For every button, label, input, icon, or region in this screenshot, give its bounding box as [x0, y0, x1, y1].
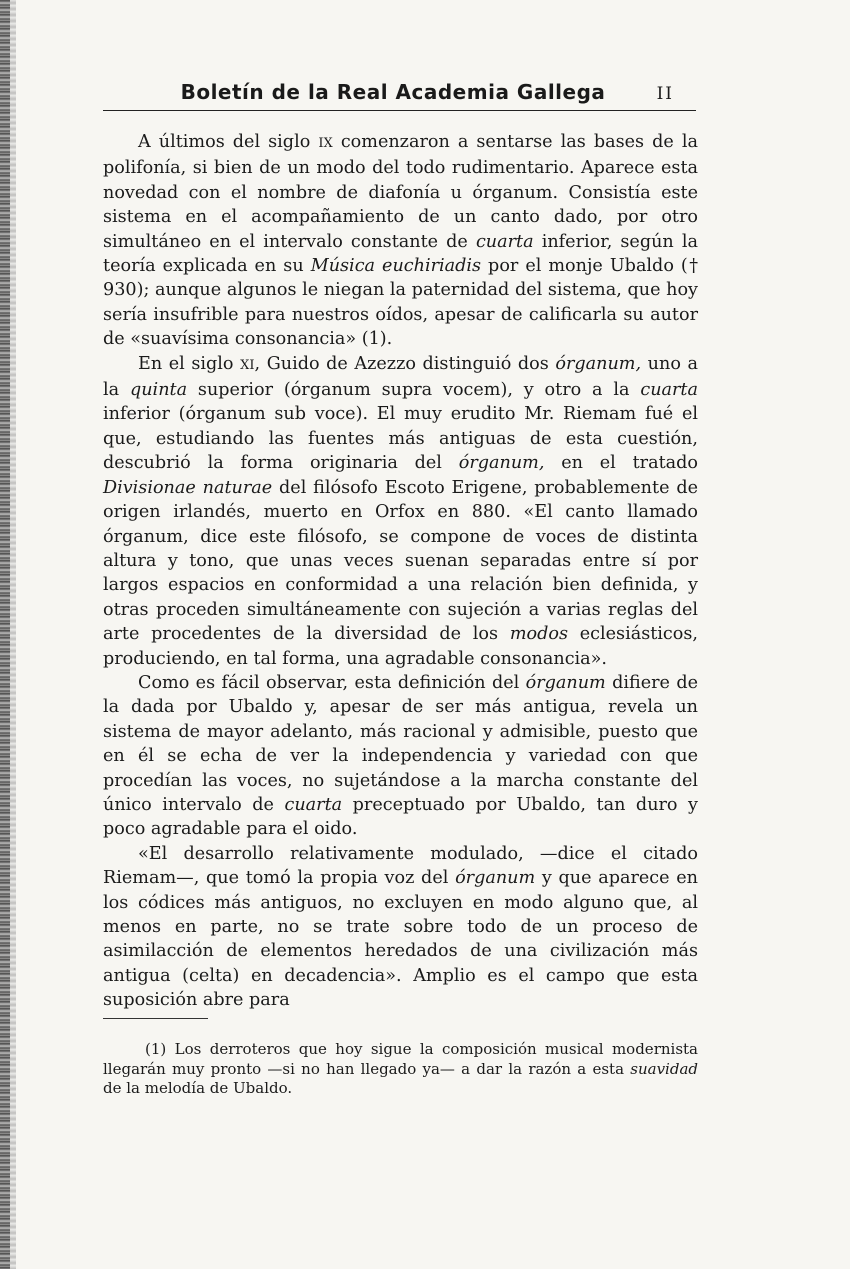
paragraph-4: «El desarrollo relativamente modulado, —dice el citado Riemam—, que tomó la propia voz del órganum y que aparece en los códices más antiguos, no excluyen en modo alguno que, al menos en parte, no se trate sobre todo de un proceso de asimilacción de elementos heredados de una civilización más antigua (celta) en decadencia». Amplio es el campo que esta suposición abre para	[103, 843, 699, 1011]
footnote	[103, 1040, 698, 1099]
journal-title: Boletín de la Real Academia Gallega	[180, 80, 606, 104]
paragraph-2: En el siglo XI, Guido de Azezzo distinguió dos órganum, uno a la quinta superior (órganum supra vocem), y otro a la cuarta inferior (órganum sub voce). El muy erudito Mr. Riemam fué el que, estudiando las fuentes más antiguas de esta cuestión, descubrió la forma originaria del órganum, en el tratado Divisionae naturae del filósofo Escoto Erigene, probablemente de origen irlandés, muerto en Orfox en 880. «El canto llamado órganum, dice este filósofo, se compone de voces de distinta altura y tono, que unas veces suenan separadas entre sí por largos espacios en conformidad a una relación bien definida, y otras proceden simultáneamente con sujeción a varias reglas del arte procedentes de la diversidad de los modos eclesiásticos, produciendo, en tal forma, una agradable consonancia».	[103, 353, 699, 669]
footnote-divider	[103, 1018, 208, 1019]
paragraph-1: A últimos del siglo IX comenzaron a sentarse las bases de la polifonía, si bien de un modo del todo rudimentario. Aparece esta novedad con el nombre de diafonía u órganum. Consistía este sistema en el acompañamiento de un canto dado, por otro simultáneo en el intervalo constante de cuarta inferior, según la teoría explicada en su Música euchiriadis por el monje Ubaldo († 930); aunque algunos le niegan la paternidad del sistema, que hoy sería insufrible para nuestros oídos, apesar de calificarla su autor de «suavísima consonancia» (1).	[103, 132, 698, 350]
paragraph-3: Como es fácil observar, esta definición del órganum difiere de la dada por Ubaldo y, apesar de ser más antigua, revela un sistema de mayor adelanto, más racional y admisible, puesto que en él se echa de ver la independencia y variedad con que procedían las voces, no sujetándose a la marcha constante del único intervalo de cuarta preceptuado por Ubaldo, tan duro y poco agradable para el oido.	[103, 672, 698, 840]
page-number: II	[656, 84, 674, 104]
footnote-1: (1) Los derroteros que hoy sigue la composición musical modernista llegarán muy pronto —si no han llegado ya— a dar la razón a esta suavidad de la melodía de Ubaldo.	[103, 1040, 698, 1097]
book-gutter-shadow	[10, 0, 16, 1269]
book-spine-edge	[0, 0, 10, 1269]
running-header	[103, 78, 696, 111]
main-text	[103, 130, 698, 1013]
